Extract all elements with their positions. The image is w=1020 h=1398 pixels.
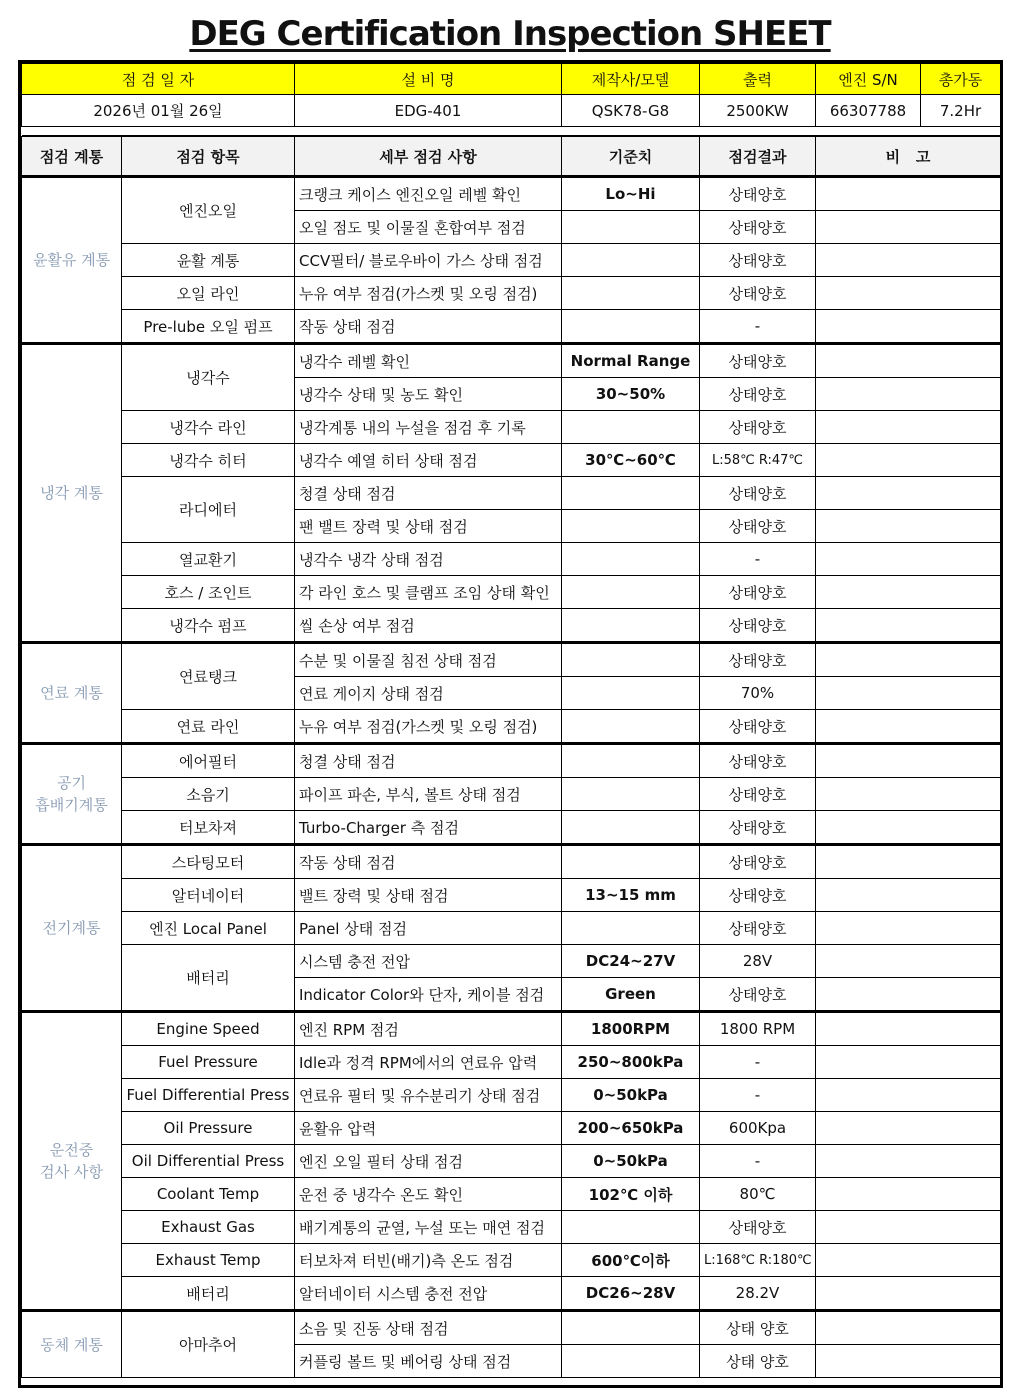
inspection-item: 배터리 bbox=[122, 945, 295, 1012]
standard-value: DC24~27V bbox=[562, 945, 700, 978]
inspection-item: 오일 라인 bbox=[122, 277, 295, 310]
inspection-detail: 각 라인 호스 및 클램프 조임 상태 확인 bbox=[295, 576, 562, 609]
inspection-item: 호스 / 조인트 bbox=[122, 576, 295, 609]
result-value: L:58℃ R:47℃ bbox=[700, 444, 816, 477]
result-value: L:168℃ R:180℃ bbox=[700, 1244, 816, 1277]
inspection-item: 배터리 bbox=[122, 1277, 295, 1311]
standard-value: 13~15 mm bbox=[562, 879, 700, 912]
table-row bbox=[22, 1311, 1001, 1345]
standard-value bbox=[562, 1345, 700, 1378]
result-value: 상태 양호 bbox=[700, 1311, 816, 1345]
sheet-title: DEG Certification Inspection SHEET bbox=[189, 14, 831, 54]
inspection-item: 터보차져 bbox=[122, 811, 295, 845]
inspection-detail: Turbo-Charger 측 점검 bbox=[295, 811, 562, 845]
inspection-detail: 팬 밸트 장력 및 상태 점검 bbox=[295, 510, 562, 543]
standard-value: 200~650kPa bbox=[562, 1112, 700, 1145]
result-value: 상태양호 bbox=[700, 277, 816, 310]
remarks-cell bbox=[816, 310, 1001, 344]
remarks-cell bbox=[816, 1079, 1001, 1112]
result-value: 상태양호 bbox=[700, 744, 816, 778]
remarks-cell bbox=[816, 1277, 1001, 1311]
standard-value bbox=[562, 211, 700, 244]
remarks-cell bbox=[816, 477, 1001, 510]
table-row bbox=[22, 244, 1001, 277]
inspection-item: Fuel Differential Press bbox=[122, 1079, 295, 1112]
inspection-item: 소음기 bbox=[122, 778, 295, 811]
table-row bbox=[22, 609, 1001, 643]
result-value: 상태양호 bbox=[700, 477, 816, 510]
standard-value bbox=[562, 510, 700, 543]
table-row bbox=[22, 543, 1001, 576]
result-value: 상태양호 bbox=[700, 879, 816, 912]
inspection-detail: Indicator Color와 단자, 케이블 점검 bbox=[295, 978, 562, 1012]
info-header-date: 점 검 일 자 bbox=[22, 64, 295, 95]
result-value: 600Kpa bbox=[700, 1112, 816, 1145]
inspection-detail: 연료 게이지 상태 점검 bbox=[295, 677, 562, 710]
standard-value: 102℃ 이하 bbox=[562, 1178, 700, 1211]
standard-value: 250~800kPa bbox=[562, 1046, 700, 1079]
result-value: 상태양호 bbox=[700, 710, 816, 744]
inspection-item: Oil Pressure bbox=[122, 1112, 295, 1145]
result-value: 상태양호 bbox=[700, 510, 816, 543]
standard-value bbox=[562, 411, 700, 444]
standard-value: 600℃이하 bbox=[562, 1244, 700, 1277]
result-value: 상태양호 bbox=[700, 912, 816, 945]
result-value: 상태양호 bbox=[700, 811, 816, 845]
inspection-item: 냉각수 라인 bbox=[122, 411, 295, 444]
table-row bbox=[22, 576, 1001, 609]
remarks-cell bbox=[816, 945, 1001, 978]
inspection-item: 열교환기 bbox=[122, 543, 295, 576]
remarks-cell bbox=[816, 344, 1001, 378]
table-row bbox=[22, 177, 1001, 211]
inspection-item: Exhaust Gas bbox=[122, 1211, 295, 1244]
result-value: 상태양호 bbox=[700, 845, 816, 879]
inspection-detail: 청결 상태 점검 bbox=[295, 744, 562, 778]
result-value: 상태양호 bbox=[700, 609, 816, 643]
result-value: 상태양호 bbox=[700, 411, 816, 444]
table-row bbox=[22, 744, 1001, 778]
info-header-runtime: 총가동 bbox=[921, 64, 1001, 95]
remarks-cell bbox=[816, 978, 1001, 1012]
inspection-detail: 수분 및 이물질 침전 상태 점검 bbox=[295, 643, 562, 677]
inspection-detail: 작동 상태 점검 bbox=[295, 310, 562, 344]
inspection-detail: 크랭크 케이스 엔진오일 레벨 확인 bbox=[295, 177, 562, 211]
inspection-item: 냉각수 히터 bbox=[122, 444, 295, 477]
inspection-detail: 누유 여부 점검(가스켓 및 오링 점검) bbox=[295, 277, 562, 310]
inspection-detail: 소음 및 진동 상태 점검 bbox=[295, 1311, 562, 1345]
result-value: 상태양호 bbox=[700, 978, 816, 1012]
table-row bbox=[22, 1046, 1001, 1079]
remarks-cell bbox=[816, 244, 1001, 277]
standard-value bbox=[562, 310, 700, 344]
table-row bbox=[22, 1012, 1001, 1046]
result-value: 70% bbox=[700, 677, 816, 710]
inspection-item: Oil Differential Press bbox=[122, 1145, 295, 1178]
inspection-detail: 엔진 RPM 점검 bbox=[295, 1012, 562, 1046]
inspection-detail: 터보차져 터빈(배기)측 온도 점검 bbox=[295, 1244, 562, 1277]
table-row bbox=[22, 778, 1001, 811]
result-value: 상태양호 bbox=[700, 1211, 816, 1244]
inspection-item: 라디에터 bbox=[122, 477, 295, 543]
result-value: 상태 양호 bbox=[700, 1345, 816, 1378]
result-value: 상태양호 bbox=[700, 378, 816, 411]
standard-value bbox=[562, 710, 700, 744]
standard-value bbox=[562, 576, 700, 609]
standard-value bbox=[562, 477, 700, 510]
standard-value: 0~50kPa bbox=[562, 1079, 700, 1112]
result-value: - bbox=[700, 1145, 816, 1178]
remarks-cell bbox=[816, 1211, 1001, 1244]
inspection-item: Fuel Pressure bbox=[122, 1046, 295, 1079]
table-row bbox=[22, 1145, 1001, 1178]
col-header-system: 점검 계통 bbox=[22, 137, 122, 177]
standard-value bbox=[562, 1311, 700, 1345]
inspection-detail: 냉각수 레벨 확인 bbox=[295, 344, 562, 378]
remarks-cell bbox=[816, 1145, 1001, 1178]
table-row bbox=[22, 1178, 1001, 1211]
inspection-detail: 냉각계통 내의 누설을 점검 후 기록 bbox=[295, 411, 562, 444]
table-row bbox=[22, 277, 1001, 310]
result-value: 28.2V bbox=[700, 1277, 816, 1311]
result-value: - bbox=[700, 543, 816, 576]
equipment-info-table bbox=[21, 63, 1001, 136]
inspection-detail: 파이프 파손, 부식, 볼트 상태 점검 bbox=[295, 778, 562, 811]
inspection-detail: 커플링 볼트 및 베어링 상태 점검 bbox=[295, 1345, 562, 1378]
inspection-detail: CCV필터/ 블로우바이 가스 상태 점검 bbox=[295, 244, 562, 277]
table-row bbox=[22, 1079, 1001, 1112]
inspection-detail: 냉각수 상태 및 농도 확인 bbox=[295, 378, 562, 411]
inspection-detail: 씰 손상 여부 점검 bbox=[295, 609, 562, 643]
result-value: - bbox=[700, 310, 816, 344]
remarks-cell bbox=[816, 576, 1001, 609]
table-row bbox=[22, 811, 1001, 845]
remarks-cell bbox=[816, 710, 1001, 744]
standard-value bbox=[562, 1211, 700, 1244]
standard-value: Lo~Hi bbox=[562, 177, 700, 211]
table-row bbox=[22, 411, 1001, 444]
inspection-item: Pre-lube 오일 펌프 bbox=[122, 310, 295, 344]
remarks-cell bbox=[816, 744, 1001, 778]
inspection-item: 연료탱크 bbox=[122, 643, 295, 710]
remarks-cell bbox=[816, 1244, 1001, 1277]
remarks-cell bbox=[816, 1112, 1001, 1145]
remarks-cell bbox=[816, 609, 1001, 643]
info-header-output: 출력 bbox=[700, 64, 816, 95]
info-value-runtime: 7.2Hr bbox=[921, 95, 1001, 127]
remarks-cell bbox=[816, 411, 1001, 444]
inspection-item: 냉각수 bbox=[122, 344, 295, 411]
result-value: 상태양호 bbox=[700, 177, 816, 211]
inspection-detail: 배기계통의 균열, 누설 또는 매연 점검 bbox=[295, 1211, 562, 1244]
col-header-detail: 세부 점검 사항 bbox=[295, 137, 562, 177]
inspection-item: 아마추어 bbox=[122, 1311, 295, 1378]
result-value: 상태양호 bbox=[700, 643, 816, 677]
inspection-detail: 윤활유 압력 bbox=[295, 1112, 562, 1145]
inspection-detail: 냉각수 냉각 상태 점검 bbox=[295, 543, 562, 576]
remarks-cell bbox=[816, 643, 1001, 677]
system-label: 동체 계통 bbox=[22, 1311, 122, 1378]
table-row bbox=[22, 945, 1001, 978]
info-header-equipment: 설 비 명 bbox=[295, 64, 562, 95]
remarks-cell bbox=[816, 845, 1001, 879]
standard-value bbox=[562, 778, 700, 811]
standard-value bbox=[562, 744, 700, 778]
remarks-cell bbox=[816, 444, 1001, 477]
inspection-detail: 누유 여부 점검(가스켓 및 오링 점검) bbox=[295, 710, 562, 744]
remarks-cell bbox=[816, 677, 1001, 710]
inspection-item: 엔진오일 bbox=[122, 177, 295, 244]
remarks-cell bbox=[816, 1345, 1001, 1378]
inspection-detail: 청결 상태 점검 bbox=[295, 477, 562, 510]
inspection-item: Engine Speed bbox=[122, 1012, 295, 1046]
result-value: 상태양호 bbox=[700, 576, 816, 609]
info-value-model: QSK78-G8 bbox=[562, 95, 700, 127]
table-row bbox=[22, 879, 1001, 912]
spacer bbox=[22, 127, 1001, 136]
remarks-cell bbox=[816, 1178, 1001, 1211]
inspection-item: 냉각수 펌프 bbox=[122, 609, 295, 643]
standard-value bbox=[562, 912, 700, 945]
inspection-detail: 밸트 장력 및 상태 점검 bbox=[295, 879, 562, 912]
table-row bbox=[22, 1211, 1001, 1244]
system-label: 공기 흡배기계통 bbox=[22, 744, 122, 845]
remarks-cell bbox=[816, 1046, 1001, 1079]
system-label: 윤활유 계통 bbox=[22, 177, 122, 344]
remarks-cell bbox=[816, 879, 1001, 912]
remarks-cell bbox=[816, 543, 1001, 576]
remarks-cell bbox=[816, 1012, 1001, 1046]
standard-value bbox=[562, 643, 700, 677]
inspection-item: 엔진 Local Panel bbox=[122, 912, 295, 945]
standard-value bbox=[562, 277, 700, 310]
result-value: - bbox=[700, 1079, 816, 1112]
table-row bbox=[22, 710, 1001, 744]
info-value-serial: 66307788 bbox=[816, 95, 921, 127]
remarks-cell bbox=[816, 177, 1001, 211]
system-label: 냉각 계통 bbox=[22, 344, 122, 643]
standard-value bbox=[562, 845, 700, 879]
table-row bbox=[22, 477, 1001, 510]
inspection-item: 윤활 계통 bbox=[122, 244, 295, 277]
remarks-cell bbox=[816, 811, 1001, 845]
standard-value bbox=[562, 677, 700, 710]
remarks-cell bbox=[816, 277, 1001, 310]
result-value: 28V bbox=[700, 945, 816, 978]
table-row bbox=[22, 1277, 1001, 1311]
standard-value: DC26~28V bbox=[562, 1277, 700, 1311]
info-value-output: 2500KW bbox=[700, 95, 816, 127]
remarks-cell bbox=[816, 778, 1001, 811]
inspection-item: 알터네이터 bbox=[122, 879, 295, 912]
standard-value: 30~50% bbox=[562, 378, 700, 411]
system-label: 연료 계통 bbox=[22, 643, 122, 744]
result-value: 80℃ bbox=[700, 1178, 816, 1211]
standard-value: 30℃~60℃ bbox=[562, 444, 700, 477]
table-row bbox=[22, 344, 1001, 378]
inspection-table bbox=[21, 136, 1001, 1378]
table-row bbox=[22, 912, 1001, 945]
inspection-detail: Idle과 정격 RPM에서의 연료유 압력 bbox=[295, 1046, 562, 1079]
table-row bbox=[22, 845, 1001, 879]
standard-value bbox=[562, 244, 700, 277]
result-value: 상태양호 bbox=[700, 344, 816, 378]
table-row bbox=[22, 1244, 1001, 1277]
info-header-serial: 엔진 S/N bbox=[816, 64, 921, 95]
inspection-item: 연료 라인 bbox=[122, 710, 295, 744]
inspection-detail: 운전 중 냉각수 온도 확인 bbox=[295, 1178, 562, 1211]
info-value-date: 2026년 01월 26일 bbox=[22, 95, 295, 127]
inspection-detail: 엔진 오일 필터 상태 점검 bbox=[295, 1145, 562, 1178]
result-value: 1800 RPM bbox=[700, 1012, 816, 1046]
standard-value bbox=[562, 543, 700, 576]
inspection-detail: 작동 상태 점검 bbox=[295, 845, 562, 879]
col-header-item: 점검 항목 bbox=[122, 137, 295, 177]
inspection-detail: 연료유 필터 및 유수분리기 상태 점검 bbox=[295, 1079, 562, 1112]
remarks-cell bbox=[816, 211, 1001, 244]
remarks-cell bbox=[816, 510, 1001, 543]
inspection-detail: 오일 점도 및 이물질 혼합여부 점검 bbox=[295, 211, 562, 244]
result-value: 상태양호 bbox=[700, 211, 816, 244]
table-row bbox=[22, 444, 1001, 477]
inspection-detail: Panel 상태 점검 bbox=[295, 912, 562, 945]
inspection-item: 스타팅모터 bbox=[122, 845, 295, 879]
result-value: - bbox=[700, 1046, 816, 1079]
table-row bbox=[22, 1112, 1001, 1145]
col-header-result: 점검결과 bbox=[700, 137, 816, 177]
inspection-item: Coolant Temp bbox=[122, 1178, 295, 1211]
result-value: 상태양호 bbox=[700, 778, 816, 811]
col-header-remarks: 비 고 bbox=[816, 137, 1001, 177]
standard-value: 0~50kPa bbox=[562, 1145, 700, 1178]
inspection-detail: 알터네이터 시스템 충전 전압 bbox=[295, 1277, 562, 1311]
system-label: 운전중 검사 사항 bbox=[22, 1012, 122, 1311]
inspection-item: Exhaust Temp bbox=[122, 1244, 295, 1277]
remarks-cell bbox=[816, 912, 1001, 945]
info-header-model: 제작사/모델 bbox=[562, 64, 700, 95]
standard-value: Green bbox=[562, 978, 700, 1012]
result-value: 상태양호 bbox=[700, 244, 816, 277]
system-label: 전기계통 bbox=[22, 845, 122, 1012]
col-header-standard: 기준치 bbox=[562, 137, 700, 177]
standard-value bbox=[562, 609, 700, 643]
standard-value: Normal Range bbox=[562, 344, 700, 378]
standard-value: 1800RPM bbox=[562, 1012, 700, 1046]
remarks-cell bbox=[816, 378, 1001, 411]
info-value-equipment: EDG-401 bbox=[295, 95, 562, 127]
standard-value bbox=[562, 811, 700, 845]
inspection-sheet bbox=[18, 60, 1003, 1388]
inspection-detail: 시스템 충전 전압 bbox=[295, 945, 562, 978]
table-row bbox=[22, 310, 1001, 344]
remarks-cell bbox=[816, 1311, 1001, 1345]
inspection-detail: 냉각수 예열 히터 상태 점검 bbox=[295, 444, 562, 477]
table-row bbox=[22, 643, 1001, 677]
inspection-item: 에어필터 bbox=[122, 744, 295, 778]
